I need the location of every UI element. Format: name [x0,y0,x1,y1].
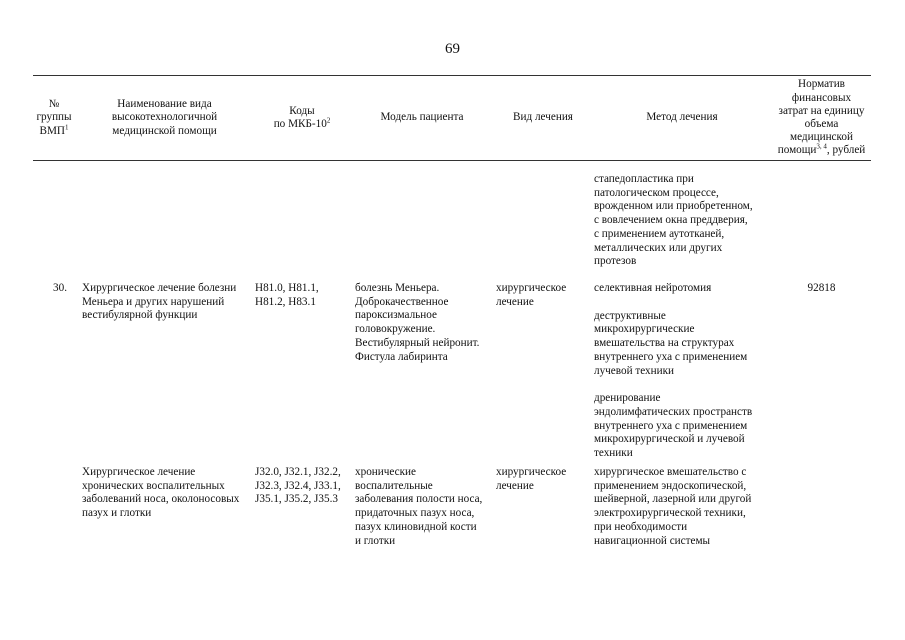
group-30-methods [594,282,770,461]
row-2-icd-codes: J32.0, J32.1, J32.2, J32.3, J32.4, J33.1, J35.1, J35.2, J35.3 [255,466,341,506]
group-30-number: 30. [53,282,67,294]
col-header-patient-model: Модель пациента [380,111,464,124]
method-item: дренирование эндолимфатических пространств внутреннего уха с применением микрохирургической и лучевой техники [594,392,753,460]
page-number: 69 [445,41,460,57]
col-header-group-number: № группы ВМП$^1$ [36,98,72,137]
col-header-treatment-method: Метод лечения [646,111,718,124]
continuation-method: стапедопластика при патологическом процессе, врожденном или приобретенном, с вовлечением окна преддверия, с применением аутотканей, металлических или других протезов [594,173,753,268]
row-2-treatment-type: хирургическое лечение [496,466,567,492]
method-item: селективная нейротомия [594,282,712,294]
row-2-care-name: Хирургическое лечение хронических воспалительных заболеваний носа, околоносовых пазух и глотки [82,466,240,520]
group-30-treatment-type: хирургическое лечение [496,282,567,308]
header-bottom-rule [33,160,871,161]
group-30-care-name: Хирургическое лечение болезни Меньера и других нарушений вестибулярной функции [82,282,237,322]
col-header-treatment-type: Вид лечения [513,111,573,124]
col-header-care-type: Наименование вида высокотехнологичной медицинской помощи [111,98,218,137]
col-header-cost-norm: Норматив финансовых затрат на единицу объема медицинской помощи$^{3, 4}$, рублей [777,78,866,157]
group-30-patient-model: болезнь Меньера. Доброкачественное пароксизмальное головокружение. Вестибулярный нейронит. Фистула лабиринта [355,282,480,363]
method-item: деструктивные микрохирургические вмешательства на структурах внутреннего уха с применением лучевой техники [594,309,748,377]
row-2-treatment-method: хирургическое вмешательство с применением эндоскопической, шейверной, лазерной или другой электрохирургической техники, при необходимости навигационной системы [594,466,752,547]
row-2-patient-model: хронические воспалительные заболевания полости носа, придаточных пазух носа, пазух клиновидной кости и глотки [355,466,483,547]
group-30-icd-codes: H81.0, H81.1, H81.2, H83.1 [255,282,319,308]
group-30-cost-norm: 92818 [807,282,836,294]
col-header-icd-codes: Коды по МКБ-$10^2$ [273,104,331,130]
